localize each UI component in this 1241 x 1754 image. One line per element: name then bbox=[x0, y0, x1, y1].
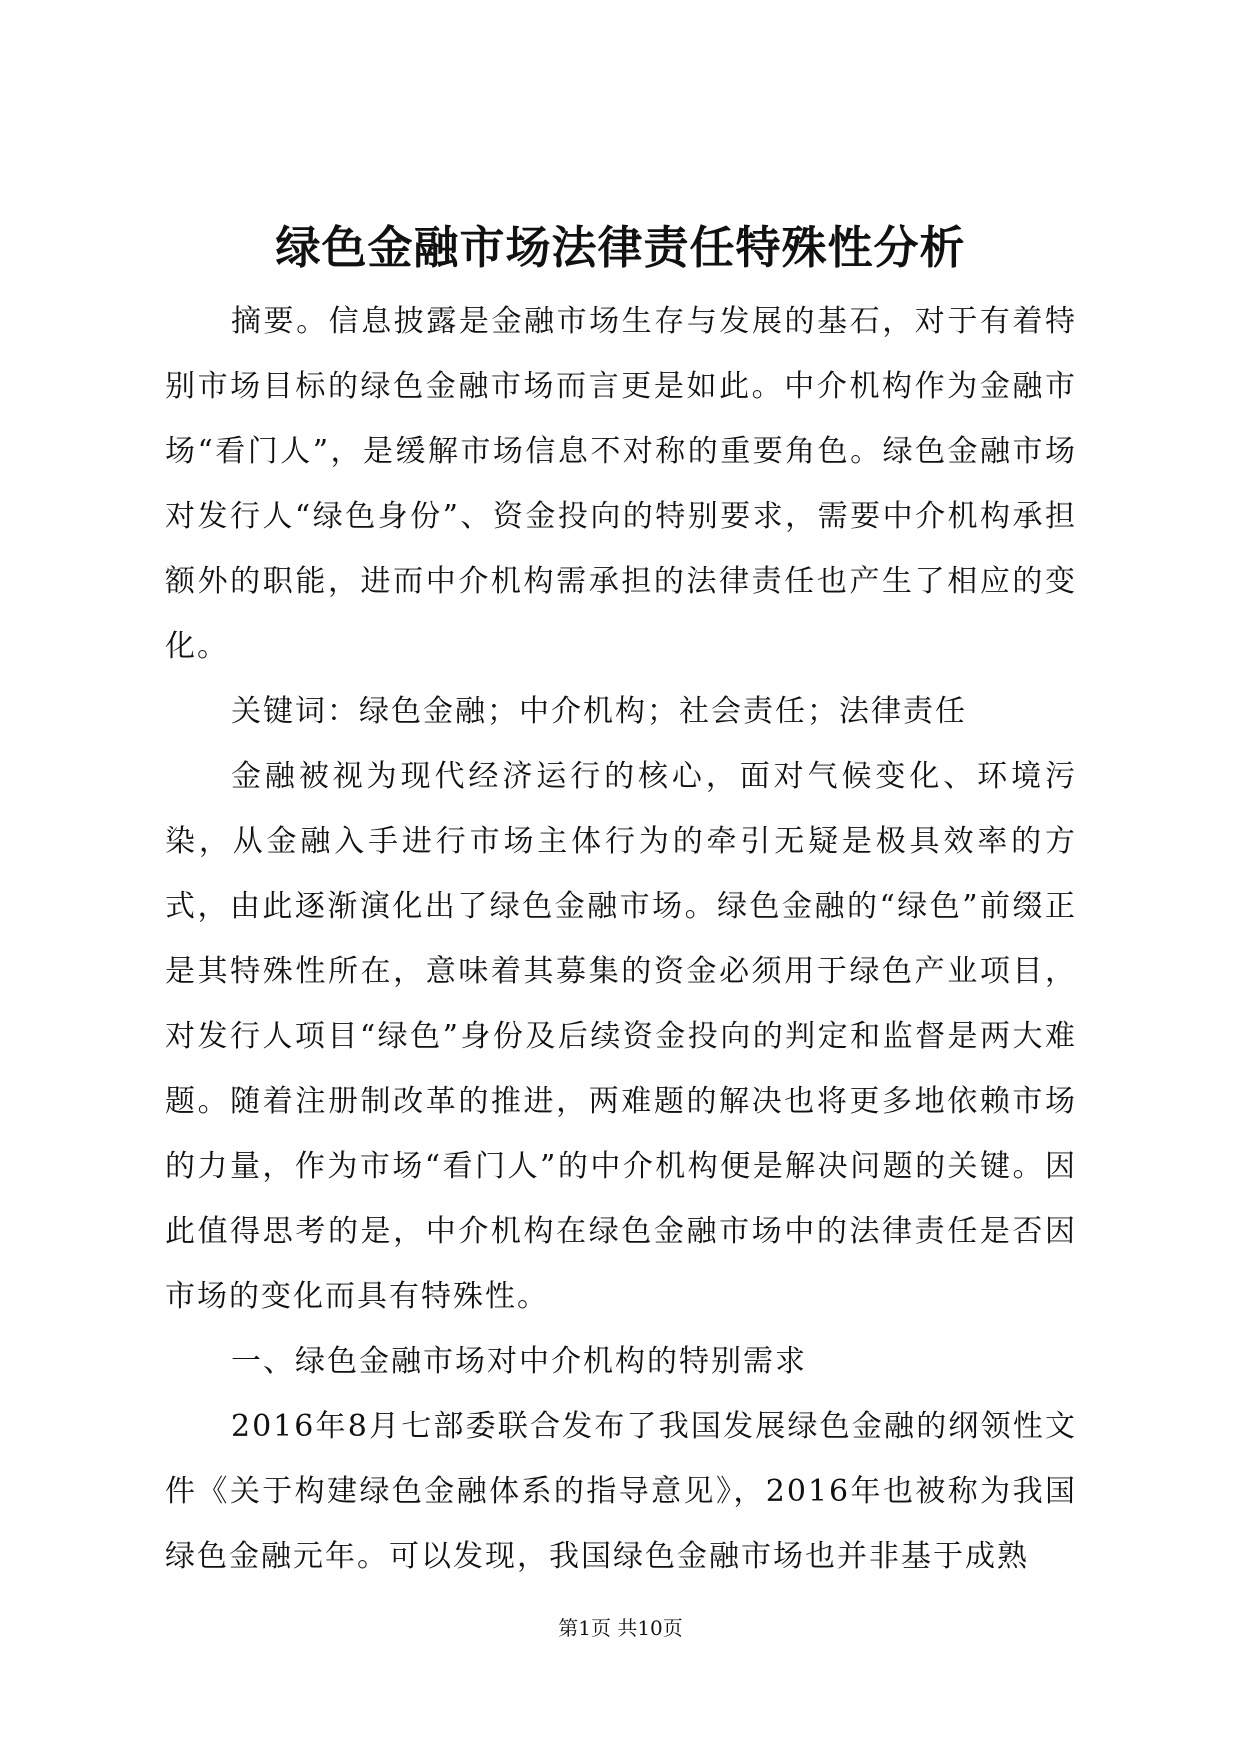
intro-paragraph: 金融被视为现代经济运行的核心，面对气候变化、环境污染，从金融入手进行市场主体行为的牵引无疑是极具效率的方式，由此逐渐演化出了绿色金融市场。绿色金融的“绿色”前缀正是其特殊性所在，意味着其募集的资金必须用于绿色产业项目，对发行人项目“绿色”身份及后续资金投向的判定和监督是两大难题。随着注册制改革的推进，两难题的解决也将更多地依赖市场的力量，作为市场“看门人”的中介机构便是解决问题的关键。因此值得思考的是，中介机构在绿色金融市场中的法律责任是否因市场的变化而具有特殊性。 bbox=[165, 759, 1077, 1314]
section-heading: 一、绿色金融市场对中介机构的特别需求 bbox=[231, 1344, 807, 1379]
section-paragraph: 2016年8月七部委联合发布了我国发展绿色金融的纲领性文件《关于构建绿色金融体系的指导意见》，2016年也被称为我国绿色金融元年。可以发现，我国绿色金融市场也并非基于成熟 bbox=[165, 1409, 1077, 1574]
document-title: 绿色金融市场法律责任特殊性分析 bbox=[275, 221, 966, 274]
keywords-paragraph: 关键词：绿色金融；中介机构；社会责任；法律责任 bbox=[231, 694, 967, 729]
abstract-paragraph: 摘要。信息披露是金融市场生存与发展的基石，对于有着特别市场目标的绿色金融市场而言更是如此。中介机构作为金融市场“看门人”，是缓解市场信息不对称的重要角色。绿色金融市场对发行人“绿色身份”、资金投向的特别要求，需要中介机构承担额外的职能，进而中介机构需承担的法律责任也产生了相应的变化。 bbox=[165, 304, 1077, 664]
page-footer: 第1页 共10页 bbox=[558, 1616, 683, 1640]
document-body bbox=[165, 289, 1077, 1589]
